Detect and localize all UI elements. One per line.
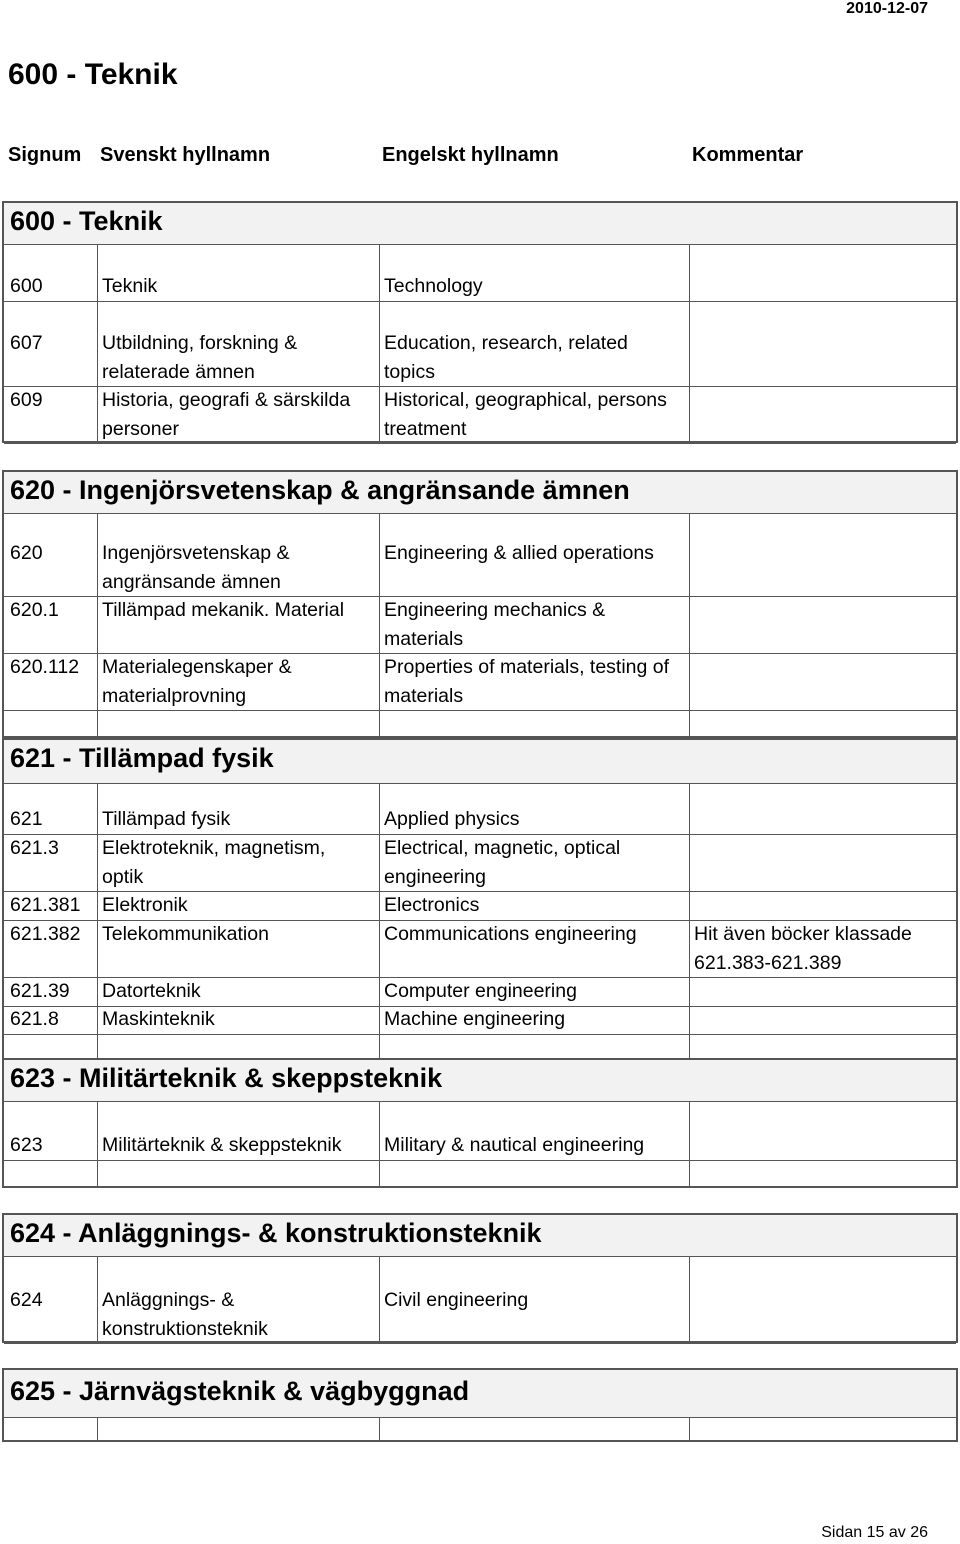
page-number: Sidan 15 av 26 — [821, 1524, 928, 1541]
row-divider — [4, 1034, 956, 1035]
column-header-signum: Signum — [8, 144, 82, 166]
row-english-name: Historical, geographical, persons — [384, 389, 667, 411]
row-english-name: Electronics — [384, 894, 480, 916]
row-english-name: Machine engineering — [384, 1008, 566, 1030]
row-signum: 621 — [10, 808, 43, 830]
row-english-name: Technology — [384, 275, 483, 297]
row-swedish-name: Tillämpad fysik — [102, 808, 231, 830]
row-swedish-name: Telekommunikation — [102, 923, 269, 945]
section-heading-band — [4, 1060, 956, 1102]
row-swedish-name: Ingenjörsvetenskap & — [102, 542, 290, 564]
column-divider — [689, 1257, 690, 1341]
row-signum: 624 — [10, 1289, 43, 1311]
column-divider — [379, 245, 380, 441]
row-english-name: Applied physics — [384, 808, 520, 830]
column-divider — [97, 1257, 98, 1341]
column-divider — [689, 245, 690, 441]
column-header-english-name: Engelskt hyllnamn — [382, 144, 559, 166]
column-divider — [97, 514, 98, 736]
section-block — [2, 1368, 958, 1442]
row-signum: 607 — [10, 332, 43, 354]
column-divider — [97, 784, 98, 1058]
row-swedish-name: optik — [102, 865, 144, 888]
row-signum: 609 — [10, 389, 43, 411]
row-english-name: materials — [384, 627, 464, 650]
column-divider — [379, 1418, 380, 1440]
column-divider — [379, 1257, 380, 1341]
column-divider — [689, 1418, 690, 1440]
row-swedish-name: Utbildning, forskning & — [102, 332, 298, 354]
section-block — [2, 470, 958, 738]
section-heading-band — [4, 472, 956, 514]
row-english-name: Education, research, related — [384, 332, 628, 354]
section-heading: 600 - Teknik — [10, 206, 163, 236]
section-heading-band — [4, 1215, 956, 1257]
row-swedish-name: materialprovning — [102, 684, 247, 707]
row-swedish-name: konstruktionsteknik — [102, 1317, 268, 1340]
row-comment: Hit även böcker klassade — [694, 923, 912, 945]
section-heading: 624 - Anläggnings- & konstruktionsteknik — [10, 1218, 542, 1248]
row-swedish-name: Datorteknik — [102, 980, 201, 1002]
row-english-name: materials — [384, 684, 464, 707]
column-divider — [689, 514, 690, 736]
column-divider — [689, 1102, 690, 1186]
section-heading-band — [4, 740, 956, 784]
section-heading: 625 - Järnvägsteknik & vägbyggnad — [10, 1376, 470, 1406]
row-swedish-name: Maskinteknik — [102, 1008, 215, 1030]
row-english-name: Military & nautical engineering — [384, 1134, 645, 1156]
row-english-name: Civil engineering — [384, 1289, 529, 1311]
column-divider — [97, 245, 98, 441]
row-divider — [4, 443, 956, 444]
row-signum: 600 — [10, 275, 43, 297]
row-divider — [4, 710, 956, 711]
document-date: 2010-12-07 — [846, 0, 928, 17]
row-english-name: Engineering & allied operations — [384, 542, 654, 564]
page-title: 600 - Teknik — [8, 58, 178, 91]
row-english-name: Electrical, magnetic, optical — [384, 837, 621, 859]
column-divider — [379, 514, 380, 736]
row-swedish-name: relaterade ämnen — [102, 360, 255, 383]
row-swedish-name: Teknik — [102, 275, 158, 297]
row-english-name: Properties of materials, testing of — [384, 656, 670, 678]
row-swedish-name: Materialegenskaper & — [102, 656, 292, 678]
section-block — [2, 1213, 958, 1343]
section-heading: 621 - Tillämpad fysik — [10, 743, 274, 773]
row-english-name: Communications engineering — [384, 923, 637, 945]
row-divider — [4, 1343, 956, 1344]
column-header-comment: Kommentar — [692, 144, 804, 166]
column-divider — [379, 1102, 380, 1186]
column-divider — [97, 1418, 98, 1440]
row-divider — [4, 1160, 956, 1161]
section-heading: 620 - Ingenjörsvetenskap & angränsande ämnen — [10, 475, 630, 505]
row-signum: 623 — [10, 1134, 43, 1156]
row-signum: 621.381 — [10, 894, 81, 916]
column-divider — [379, 784, 380, 1058]
section-heading-band — [4, 203, 956, 245]
row-signum: 621.39 — [10, 980, 70, 1002]
section-block — [2, 201, 958, 443]
row-swedish-name: angränsande ämnen — [102, 570, 281, 593]
row-english-name: engineering — [384, 865, 486, 888]
row-english-name: topics — [384, 360, 435, 383]
row-signum: 621.3 — [10, 837, 59, 859]
row-signum: 620.1 — [10, 599, 59, 621]
column-divider — [689, 784, 690, 1058]
row-swedish-name: Elektroteknik, magnetism, — [102, 837, 326, 859]
row-english-name: Computer engineering — [384, 980, 577, 1002]
row-signum: 620.112 — [10, 656, 80, 678]
row-swedish-name: Historia, geografi & särskilda — [102, 389, 351, 411]
column-divider — [97, 1102, 98, 1186]
section-block — [2, 738, 958, 1060]
row-swedish-name: Militärteknik & skeppsteknik — [102, 1134, 342, 1156]
row-swedish-name: personer — [102, 417, 179, 440]
section-heading: 623 - Militärteknik & skeppsteknik — [10, 1063, 443, 1093]
row-swedish-name: Anläggnings- & — [102, 1289, 235, 1311]
row-signum: 621.382 — [10, 923, 81, 945]
row-swedish-name: Elektronik — [102, 894, 188, 916]
row-divider — [4, 301, 956, 302]
row-swedish-name: Tillämpad mekanik. Material — [102, 599, 345, 621]
row-comment: 621.383-621.389 — [694, 951, 842, 974]
row-signum: 621.8 — [10, 1008, 59, 1030]
row-signum: 620 — [10, 542, 43, 564]
row-english-name: treatment — [384, 417, 467, 440]
row-english-name: Engineering mechanics & — [384, 599, 606, 621]
column-header-swedish-name: Svenskt hyllnamn — [100, 144, 271, 166]
section-heading-band — [4, 1370, 956, 1418]
section-block — [2, 1058, 958, 1188]
